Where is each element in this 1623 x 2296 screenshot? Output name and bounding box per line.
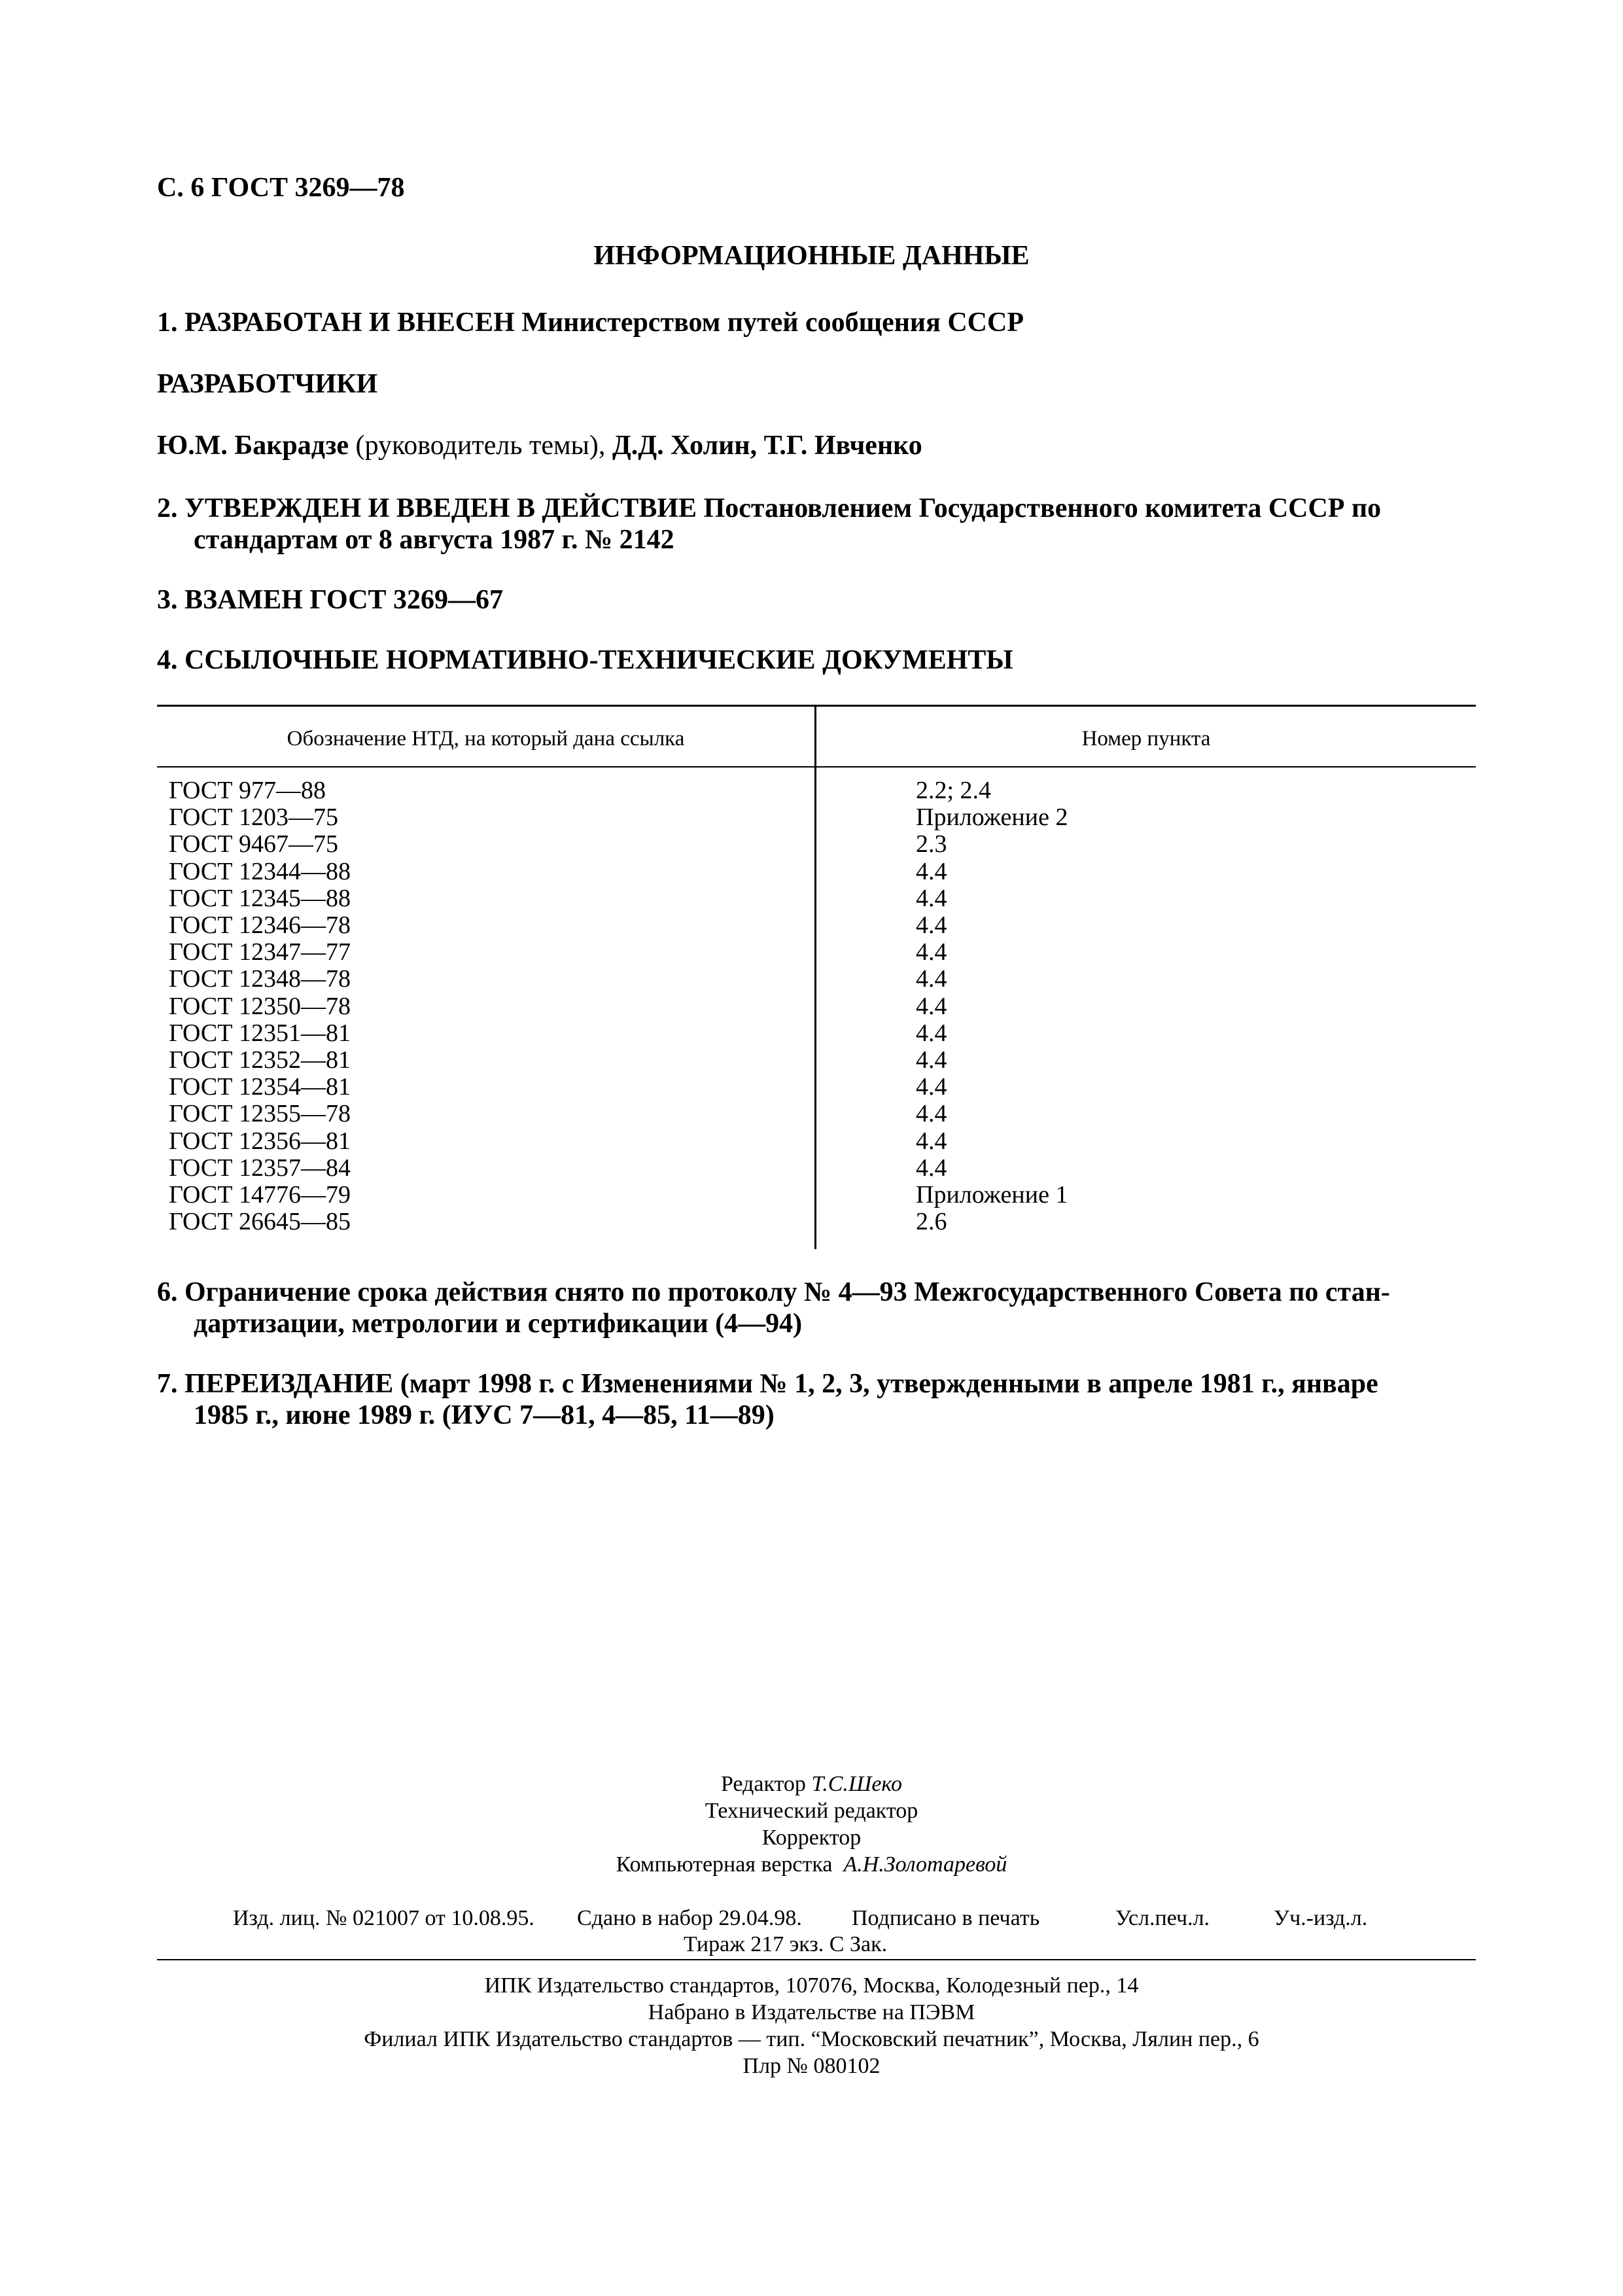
imprint-rule	[157, 1959, 1476, 1960]
table-cell-clause: 4.4	[916, 1100, 947, 1128]
table-cell-clause: Приложение 1	[916, 1181, 1068, 1209]
table-cell-clause: 2.2; 2.4	[916, 777, 992, 804]
table-cell-designation: ГОСТ 14776—79	[169, 1181, 351, 1209]
table-cell-designation: ГОСТ 12351—81	[169, 1019, 351, 1047]
imprint-pub-sheets: Уч.-изд.л.	[1274, 1906, 1368, 1930]
item-7-line-2: 1985 г., июне 1989 г. (ИУС 7—81, 4—85, 11—89)	[194, 1400, 775, 1430]
page-reference: С. 6 ГОСТ 3269—78	[157, 173, 405, 203]
item-1	[157, 306, 1024, 339]
editor-name: Т.С.Шеко	[811, 1772, 903, 1796]
table-cell-designation: ГОСТ 12354—81	[169, 1073, 351, 1101]
imprint-layout	[0, 1852, 1623, 1878]
developers-heading: РАЗРАБОТЧИКИ	[157, 369, 378, 399]
imprint-license: Изд. лиц. № 021007 от 10.08.95.	[233, 1906, 534, 1930]
table-cell-designation: ГОСТ 977—88	[169, 777, 326, 804]
table-cell-designation: ГОСТ 12356—81	[169, 1127, 351, 1155]
table-column-designation	[169, 777, 351, 1235]
table-column-divider	[814, 705, 816, 1249]
table-cell-clause: 4.4	[916, 1127, 947, 1155]
table-cell-designation: ГОСТ 1203—75	[169, 804, 338, 832]
table-header-clause: Номер пункта	[1081, 727, 1211, 751]
table-cell-clause: 2.3	[916, 830, 947, 858]
table-cell-designation: ГОСТ 12350—78	[169, 992, 351, 1020]
imprint-plr: Плр № 080102	[742, 2054, 881, 2078]
table-header-designation: Обозначение НТД, на который дана ссылка	[287, 727, 685, 751]
table-column-clause	[916, 777, 1068, 1235]
developer-lead: Ю.М. Бакрадзе	[157, 431, 349, 461]
editor-label: Редактор	[720, 1772, 806, 1796]
layout-label: Компьютерная верстка	[616, 1852, 833, 1877]
item-2-text: Постановлением Государственного комитета СССР по	[703, 493, 1382, 523]
imprint-publisher: ИПК Издательство стандартов, 107076, Москва, Колодезный пер., 14	[484, 1973, 1139, 1998]
table-cell-designation: ГОСТ 12348—78	[169, 965, 351, 993]
table-cell-clause: 4.4	[916, 1046, 947, 1074]
imprint-tech-editor: Технический редактор	[705, 1799, 918, 1823]
item-6-line-1: 6. Ограничение срока действия снято по протоколу № 4—93 Межгосударственного Совета по стан-	[157, 1277, 1390, 1307]
imprint-print-sheets: Усл.печ.л.	[1115, 1906, 1210, 1930]
layout-name: А.Н.Золотаревой	[843, 1852, 1007, 1877]
item-1-label: 1. РАЗРАБОТАН И ВНЕСЕН	[157, 308, 515, 338]
item-2-line-2: стандартам от 8 августа 1987 г. № 2142	[194, 525, 674, 555]
item-6-line-2: дартизации, метрологии и сертификации (4—94)	[194, 1309, 803, 1339]
item-3: 3. ВЗАМЕН ГОСТ 3269—67	[157, 585, 504, 615]
table-cell-clause: 4.4	[916, 938, 947, 966]
table-cell-clause: 4.4	[916, 884, 947, 912]
imprint-typeset-at: Набрано в Издательстве на ПЭВМ	[648, 2000, 975, 2024]
table-top-rule	[157, 705, 1476, 707]
table-cell-clause: 4.4	[916, 1019, 947, 1047]
table-cell-designation: ГОСТ 9467—75	[169, 830, 338, 858]
imprint-editor	[0, 1771, 1623, 1797]
developers-list	[157, 429, 922, 462]
table-cell-clause: 4.4	[916, 857, 947, 885]
item-2-line-1	[157, 492, 1381, 525]
imprint-typeset-date: Сдано в набор 29.04.98.	[577, 1906, 802, 1930]
item-2-label: 2. УТВЕРЖДЕН И ВВЕДЕН В ДЕЙСТВИЕ	[157, 493, 697, 523]
table-cell-designation: ГОСТ 12355—78	[169, 1100, 351, 1128]
table-cell-clause: 4.4	[916, 911, 947, 940]
table-cell-clause: 2.6	[916, 1208, 947, 1236]
table-header-rule	[157, 766, 1476, 768]
table-cell-clause: 4.4	[916, 1073, 947, 1101]
item-4: 4. ССЫЛОЧНЫЕ НОРМАТИВНО-ТЕХНИЧЕСКИЕ ДОКУМЕНТЫ	[157, 645, 1013, 675]
table-cell-designation: ГОСТ 12352—81	[169, 1046, 351, 1074]
item-7-line-1: 7. ПЕРЕИЗДАНИЕ (март 1998 г. с Изменениями № 1, 2, 3, утвержденными в апреле 1981 г., январе	[157, 1369, 1378, 1399]
imprint-circulation: Тираж 217 экз. С Зак.	[684, 1932, 888, 1956]
table-cell-clause: 4.4	[916, 965, 947, 993]
table-cell-designation: ГОСТ 12346—78	[169, 911, 351, 940]
table-cell-designation: ГОСТ 12345—88	[169, 884, 351, 912]
table-cell-designation: ГОСТ 26645—85	[169, 1208, 351, 1236]
developer-lead-role: (руководитель темы),	[355, 431, 606, 461]
table-cell-designation: ГОСТ 12357—84	[169, 1154, 351, 1182]
table-cell-clause: 4.4	[916, 992, 947, 1020]
table-cell-clause: 4.4	[916, 1154, 947, 1182]
table-cell-designation: ГОСТ 12344—88	[169, 857, 351, 885]
imprint-branch: Филиал ИПК Издательство стандартов — тип. “Московский печатник”, Москва, Лялин пер., 6	[364, 2027, 1259, 2051]
document-title: ИНФОРМАЦИОННЫЕ ДАННЫЕ	[593, 241, 1030, 271]
table-cell-clause: Приложение 2	[916, 804, 1068, 832]
imprint-signed: Подписано в печать	[852, 1906, 1040, 1930]
table-cell-designation: ГОСТ 12347—77	[169, 938, 351, 966]
developer-others: Д.Д. Холин, Т.Г. Ивченко	[612, 431, 922, 461]
item-1-text: Министерством путей сообщения СССР	[521, 308, 1024, 338]
imprint-corrector: Корректор	[761, 1826, 862, 1850]
